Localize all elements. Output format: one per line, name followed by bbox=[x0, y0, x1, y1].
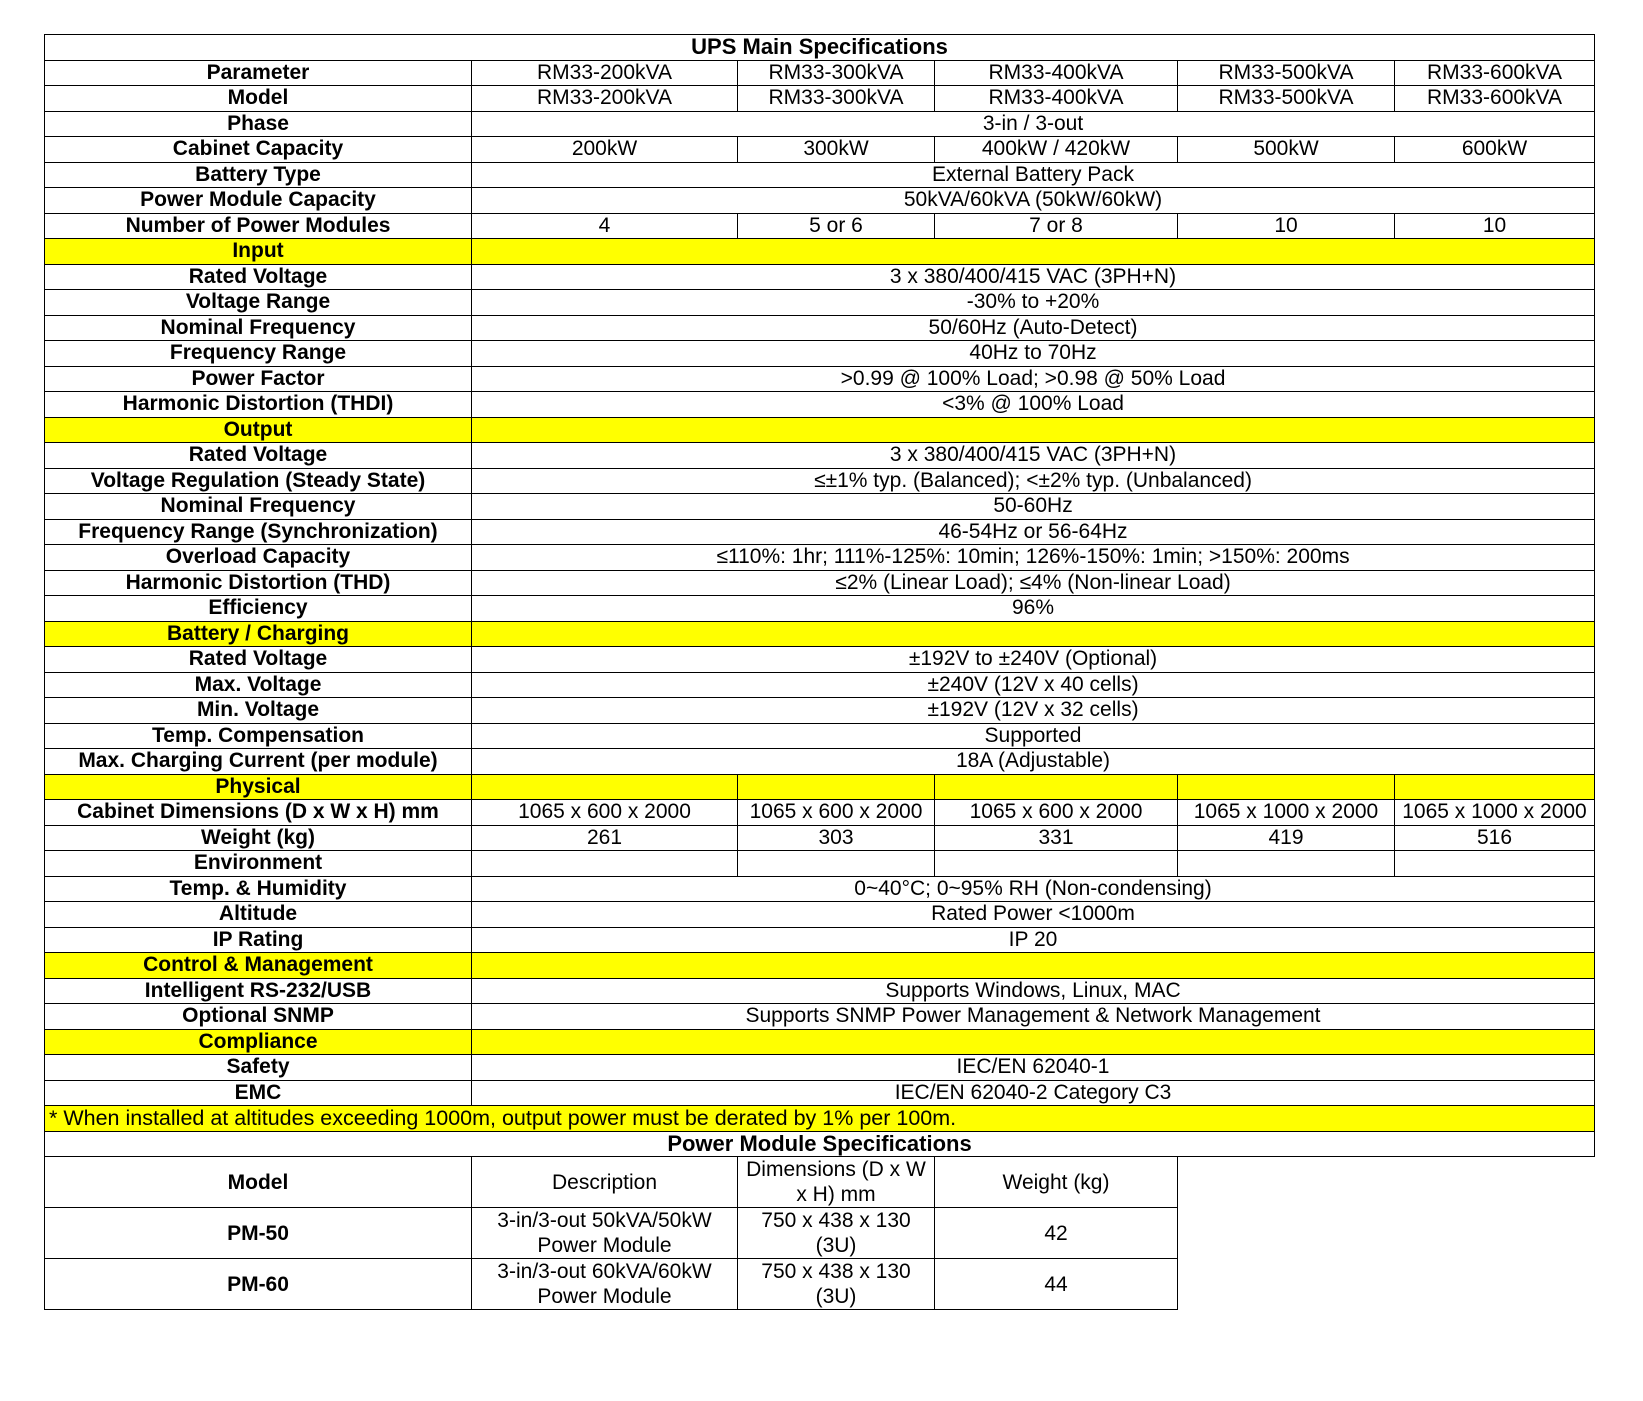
cell-value: 46-54Hz or 56-64Hz bbox=[472, 519, 1595, 545]
cell-value: ±192V (12V x 32 cells) bbox=[472, 698, 1595, 724]
cell-value: 4 bbox=[472, 213, 738, 239]
table-row bbox=[45, 341, 1595, 367]
model-header: RM33-600kVA bbox=[1395, 60, 1595, 86]
parameter-header: Parameter bbox=[45, 60, 472, 86]
pm-header-row bbox=[45, 1157, 1178, 1208]
section-fill bbox=[472, 774, 738, 800]
section-row-compliance bbox=[45, 1029, 1595, 1055]
row-label: IP Rating bbox=[45, 927, 472, 953]
empty-cell bbox=[1178, 851, 1395, 877]
table-row bbox=[45, 1004, 1595, 1030]
cell-value: IP 20 bbox=[472, 927, 1595, 953]
row-label: Temp. Compensation bbox=[45, 723, 472, 749]
table-row bbox=[45, 902, 1595, 928]
empty-cell bbox=[1395, 851, 1595, 877]
cell-value: RM33-300kVA bbox=[738, 86, 935, 112]
row-label: Cabinet Capacity bbox=[45, 137, 472, 163]
empty-cell bbox=[472, 851, 738, 877]
table-row bbox=[45, 927, 1595, 953]
table-row bbox=[45, 698, 1595, 724]
pm-title-row bbox=[45, 1131, 1595, 1157]
table-row bbox=[45, 978, 1595, 1004]
section-row-output bbox=[45, 417, 1595, 443]
cell-value: RM33-200kVA bbox=[472, 86, 738, 112]
altitude-note: * When installed at altitudes exceeding 1000m, output power must be derated by 1% per 100m. bbox=[45, 1106, 1595, 1132]
row-label: Optional SNMP bbox=[45, 1004, 472, 1030]
cell-value: 3-in / 3-out bbox=[472, 111, 1595, 137]
section-fill bbox=[472, 239, 1595, 265]
row-label: Rated Voltage bbox=[45, 647, 472, 673]
row-label: Max. Charging Current (per module) bbox=[45, 749, 472, 775]
section-fill bbox=[1395, 774, 1595, 800]
row-label: Altitude bbox=[45, 902, 472, 928]
section-heading: Physical bbox=[45, 774, 472, 800]
row-label: Battery Type bbox=[45, 162, 472, 188]
cell-value: 50kVA/60kVA (50kW/60kW) bbox=[472, 188, 1595, 214]
table-row bbox=[45, 468, 1595, 494]
table-row bbox=[45, 290, 1595, 316]
cell-value: RM33-500kVA bbox=[1178, 86, 1395, 112]
section-heading: Battery / Charging bbox=[45, 621, 472, 647]
cell-value: 419 bbox=[1178, 825, 1395, 851]
cell-value: 0~40°C; 0~95% RH (Non-condensing) bbox=[472, 876, 1595, 902]
cell-value: ≤±1% typ. (Balanced); <±2% typ. (Unbalanced) bbox=[472, 468, 1595, 494]
table-row bbox=[45, 1080, 1595, 1106]
row-label: Efficiency bbox=[45, 596, 472, 622]
pm-dimensions: 750 x 438 x 130 (3U) bbox=[738, 1208, 935, 1259]
section-row-battery bbox=[45, 621, 1595, 647]
table-row bbox=[45, 545, 1595, 571]
pm-header: Model bbox=[45, 1157, 472, 1208]
cell-value: 500kW bbox=[1178, 137, 1395, 163]
row-label: Nominal Frequency bbox=[45, 315, 472, 341]
cell-value: 400kW / 420kW bbox=[935, 137, 1178, 163]
cell-value: Rated Power <1000m bbox=[472, 902, 1595, 928]
table-row bbox=[45, 1208, 1178, 1259]
cell-value: 1065 x 1000 x 2000 bbox=[1395, 800, 1595, 826]
row-label: EMC bbox=[45, 1080, 472, 1106]
row-label: Cabinet Dimensions (D x W x H) mm bbox=[45, 800, 472, 826]
section-row-environment bbox=[45, 851, 1595, 877]
section-row-input bbox=[45, 239, 1595, 265]
section-fill bbox=[472, 1029, 1595, 1055]
pm-dimensions: 750 x 438 x 130 (3U) bbox=[738, 1259, 935, 1310]
section-fill bbox=[1178, 774, 1395, 800]
pm-description: 3-in/3-out 60kVA/60kW Power Module bbox=[472, 1259, 738, 1310]
row-label: Weight (kg) bbox=[45, 825, 472, 851]
cell-value: 3 x 380/400/415 VAC (3PH+N) bbox=[472, 443, 1595, 469]
table-row bbox=[45, 315, 1595, 341]
table-row bbox=[45, 86, 1595, 112]
section-heading: Environment bbox=[45, 851, 472, 877]
section-fill bbox=[738, 774, 935, 800]
row-label: Rated Voltage bbox=[45, 443, 472, 469]
cell-value: 10 bbox=[1395, 213, 1595, 239]
section-row-physical bbox=[45, 774, 1595, 800]
table-row bbox=[45, 1259, 1178, 1310]
row-label: Model bbox=[45, 86, 472, 112]
model-header: RM33-300kVA bbox=[738, 60, 935, 86]
cell-value: >0.99 @ 100% Load; >0.98 @ 50% Load bbox=[472, 366, 1595, 392]
row-label: Frequency Range bbox=[45, 341, 472, 367]
table-row bbox=[45, 749, 1595, 775]
row-label: Power Module Capacity bbox=[45, 188, 472, 214]
model-header: RM33-400kVA bbox=[935, 60, 1178, 86]
cell-value: 1065 x 600 x 2000 bbox=[738, 800, 935, 826]
row-label: Temp. & Humidity bbox=[45, 876, 472, 902]
table-row bbox=[45, 596, 1595, 622]
table-row bbox=[45, 519, 1595, 545]
section-fill bbox=[935, 774, 1178, 800]
row-label: Power Factor bbox=[45, 366, 472, 392]
row-label: Min. Voltage bbox=[45, 698, 472, 724]
cell-value: 1065 x 600 x 2000 bbox=[935, 800, 1178, 826]
cell-value: 200kW bbox=[472, 137, 738, 163]
cell-value: 96% bbox=[472, 596, 1595, 622]
section-heading: Output bbox=[45, 417, 472, 443]
table-row bbox=[45, 443, 1595, 469]
table-row bbox=[45, 213, 1595, 239]
ups-spec-table bbox=[44, 34, 1595, 1157]
table-row bbox=[45, 1055, 1595, 1081]
cell-value: 10 bbox=[1178, 213, 1395, 239]
cell-value: 303 bbox=[738, 825, 935, 851]
cell-value: 18A (Adjustable) bbox=[472, 749, 1595, 775]
row-label: Voltage Range bbox=[45, 290, 472, 316]
section-fill bbox=[472, 953, 1595, 979]
row-label: Harmonic Distortion (THD) bbox=[45, 570, 472, 596]
cell-value: RM33-600kVA bbox=[1395, 86, 1595, 112]
section-heading: Control & Management bbox=[45, 953, 472, 979]
cell-value: ≤2% (Linear Load); ≤4% (Non-linear Load) bbox=[472, 570, 1595, 596]
row-label: Max. Voltage bbox=[45, 672, 472, 698]
table-row bbox=[45, 672, 1595, 698]
title-row bbox=[45, 35, 1595, 61]
row-label: Phase bbox=[45, 111, 472, 137]
cell-value: 50/60Hz (Auto-Detect) bbox=[472, 315, 1595, 341]
table-row bbox=[45, 264, 1595, 290]
cell-value: Supported bbox=[472, 723, 1595, 749]
pm-header: Weight (kg) bbox=[935, 1157, 1178, 1208]
section-heading: Input bbox=[45, 239, 472, 265]
model-header: RM33-200kVA bbox=[472, 60, 738, 86]
table-row bbox=[45, 570, 1595, 596]
cell-value: 5 or 6 bbox=[738, 213, 935, 239]
cell-value: ±192V to ±240V (Optional) bbox=[472, 647, 1595, 673]
cell-value: 40Hz to 70Hz bbox=[472, 341, 1595, 367]
table-row bbox=[45, 188, 1595, 214]
cell-value: ±240V (12V x 40 cells) bbox=[472, 672, 1595, 698]
section-fill bbox=[472, 621, 1595, 647]
cell-value: ≤110%: 1hr; 111%-125%: 10min; 126%-150%: 1min; >150%: 200ms bbox=[472, 545, 1595, 571]
pm-header: Dimensions (D x W x H) mm bbox=[738, 1157, 935, 1208]
row-label: Harmonic Distortion (THDI) bbox=[45, 392, 472, 418]
power-module-table bbox=[44, 1156, 1178, 1310]
row-label: Frequency Range (Synchronization) bbox=[45, 519, 472, 545]
pm-weight: 42 bbox=[935, 1208, 1178, 1259]
pm-weight: 44 bbox=[935, 1259, 1178, 1310]
cell-value: 3 x 380/400/415 VAC (3PH+N) bbox=[472, 264, 1595, 290]
cell-value: <3% @ 100% Load bbox=[472, 392, 1595, 418]
pm-title: Power Module Specifications bbox=[45, 1131, 1595, 1157]
cell-value: External Battery Pack bbox=[472, 162, 1595, 188]
table-row bbox=[45, 137, 1595, 163]
row-label: Voltage Regulation (Steady State) bbox=[45, 468, 472, 494]
cell-value: 1065 x 1000 x 2000 bbox=[1178, 800, 1395, 826]
cell-value: IEC/EN 62040-2 Category C3 bbox=[472, 1080, 1595, 1106]
pm-header: Description bbox=[472, 1157, 738, 1208]
cell-value: 331 bbox=[935, 825, 1178, 851]
table-row bbox=[45, 723, 1595, 749]
empty-cell bbox=[935, 851, 1178, 877]
cell-value: 261 bbox=[472, 825, 738, 851]
row-label: Rated Voltage bbox=[45, 264, 472, 290]
table-row bbox=[45, 800, 1595, 826]
cell-value: 600kW bbox=[1395, 137, 1595, 163]
empty-cell bbox=[738, 851, 935, 877]
table-row bbox=[45, 494, 1595, 520]
section-fill bbox=[472, 417, 1595, 443]
pm-model: PM-60 bbox=[45, 1259, 472, 1310]
cell-value: -30% to +20% bbox=[472, 290, 1595, 316]
section-heading: Compliance bbox=[45, 1029, 472, 1055]
cell-value: RM33-400kVA bbox=[935, 86, 1178, 112]
section-row-control bbox=[45, 953, 1595, 979]
table-row bbox=[45, 366, 1595, 392]
row-label: Overload Capacity bbox=[45, 545, 472, 571]
row-label: Intelligent RS-232/USB bbox=[45, 978, 472, 1004]
table-row bbox=[45, 825, 1595, 851]
note-row bbox=[45, 1106, 1595, 1132]
table-row bbox=[45, 111, 1595, 137]
table-row bbox=[45, 876, 1595, 902]
row-label: Safety bbox=[45, 1055, 472, 1081]
cell-value: Supports Windows, Linux, MAC bbox=[472, 978, 1595, 1004]
pm-model: PM-50 bbox=[45, 1208, 472, 1259]
cell-value: 1065 x 600 x 2000 bbox=[472, 800, 738, 826]
model-header: RM33-500kVA bbox=[1178, 60, 1395, 86]
row-label: Number of Power Modules bbox=[45, 213, 472, 239]
table-row bbox=[45, 647, 1595, 673]
spec-sheet bbox=[44, 34, 1594, 1310]
cell-value: Supports SNMP Power Management & Network Management bbox=[472, 1004, 1595, 1030]
cell-value: 516 bbox=[1395, 825, 1595, 851]
table-row bbox=[45, 162, 1595, 188]
header-row bbox=[45, 60, 1595, 86]
cell-value: 7 or 8 bbox=[935, 213, 1178, 239]
cell-value: 300kW bbox=[738, 137, 935, 163]
cell-value: IEC/EN 62040-1 bbox=[472, 1055, 1595, 1081]
row-label: Nominal Frequency bbox=[45, 494, 472, 520]
table-row bbox=[45, 392, 1595, 418]
main-title: UPS Main Specifications bbox=[45, 35, 1595, 61]
cell-value: 50-60Hz bbox=[472, 494, 1595, 520]
pm-description: 3-in/3-out 50kVA/50kW Power Module bbox=[472, 1208, 738, 1259]
